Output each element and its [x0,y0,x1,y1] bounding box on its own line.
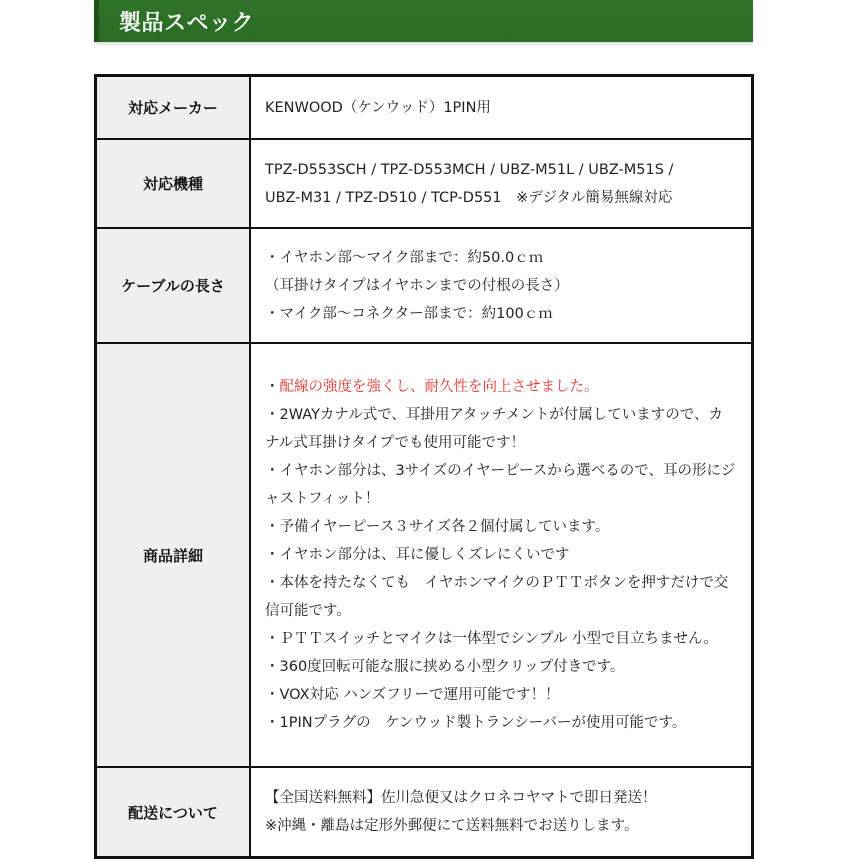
detail-line: ・本体を持たなくても イヤホンマイクのＰＴＴボタンを押すだけで交信可能です。 [265,575,729,619]
detail-line: ・予備イヤーピース３サイズ各２個付属しています。 [265,519,610,535]
detail-line: ・2WAYカナル式で、耳掛用アタッチメントが付属していますので、カナル式耳掛けタイプでも使用可能です！ [265,407,724,451]
spec-label-cable: ケーブルの長さ [96,228,251,343]
spec-row-shipping [96,767,753,858]
spec-value-maker: KENWOOD（ケンウッド）1PIN用 [250,76,753,140]
models-line: UBZ-M31 / TPZ-D510 / TCP-D551 ※デジタル簡易無線対応 [265,189,673,206]
detail-line: ・ＰＴＴスイッチとマイクは一体型でシンプル 小型で目立ちません。 [265,631,718,647]
spec-label-detail: 商品詳細 [96,343,251,767]
spec-value-cable [250,228,753,343]
detail-line: ・VOX対応 ハンズフリーで運用可能です！！ [265,687,560,703]
spec-value-detail [250,343,753,767]
shipping-line: ※沖縄・離島は定形外郵便にて送料無料でお送りします。 [265,818,639,834]
cable-line: ・イヤホン部～マイク部まで：約50.0ｃｍ [265,249,544,266]
spec-value-models [250,139,753,228]
detail-line: ・イヤホン部分は、3サイズのイヤーピースから選べるので、耳の形にジャストフィット！ [265,463,736,507]
section-header [94,0,753,42]
cable-line: ・マイク部～コネクター部まで：約100ｃｍ [265,305,553,322]
highlight-text: 配線の強度を強くし、耐久性を向上させました。 [279,379,599,395]
spec-table [94,74,754,859]
spec-row-cable [96,228,753,343]
spec-label-shipping: 配送について [96,767,251,858]
spec-label-models: 対応機種 [96,139,251,228]
detail-highlight-line [265,373,737,401]
shipping-line: 【全国送料無料】佐川急便又はクロネコヤマトで即日発送！ [265,790,657,806]
spec-row-detail [96,343,753,767]
models-line: TPZ-D553SCH / TPZ-D553MCH / UBZ-M51L / UBZ-M51S / [265,161,674,178]
spec-label-maker: 対応メーカー [96,76,251,140]
detail-line: ・イヤホン部分は、耳に優しくズレにくいです [265,547,570,563]
spec-row-maker [96,76,753,140]
spec-row-models [96,139,753,228]
cable-line: （耳掛けタイプはイヤホンまでの付根の長さ） [265,277,569,294]
section-title: 製品スペック [119,11,255,36]
spec-value-shipping [250,767,753,858]
detail-line: ・1PINプラグの ケンウッド製トランシーバーが使用可能です。 [265,715,687,731]
bullet: ・ [265,379,280,395]
detail-line: ・360度回転可能な服に挟める小型クリップ付きです。 [265,659,625,675]
